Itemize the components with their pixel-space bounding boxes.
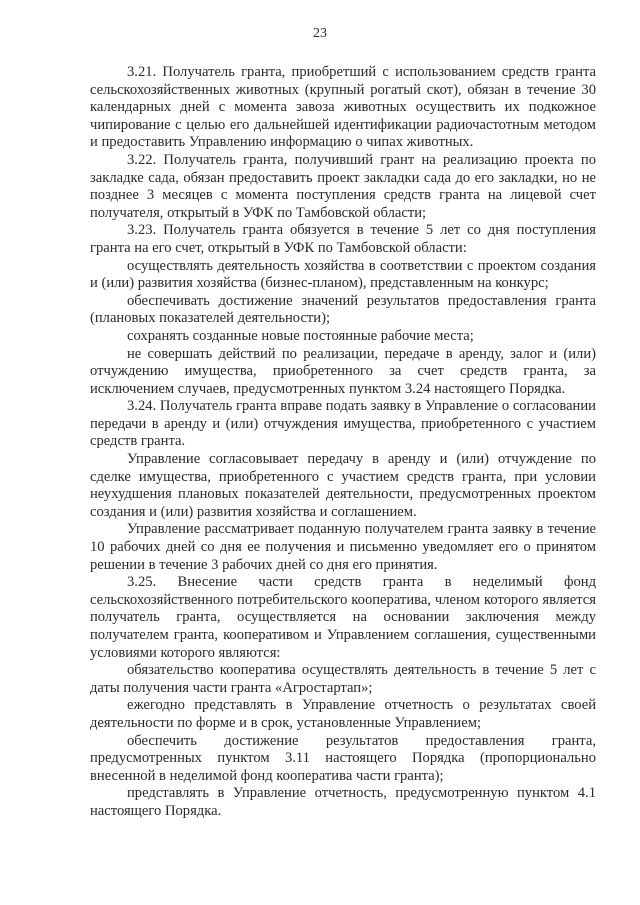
paragraph-3-25-item-2: ежегодно представлять в Управление отчетность о результатах своей деятельности по форме и в срок, установленные Управлением; <box>90 697 596 731</box>
paragraph-3-25: 3.25. Внесение части средств гранта в неделимый фонд сельскохозяйственного потребительского кооператива, членом которого является получатель гранта, осуществляется на основании заключения между получателем гранта, кооперативом и Управлением соглашения, существенными условиями которого являются: <box>90 574 596 661</box>
paragraph-3-23: 3.23. Получатель гранта обязуется в течение 5 лет со дня поступления гранта на его счет, открытый в УФК по Тамбовской области: <box>90 222 596 256</box>
paragraph-3-22: 3.22. Получатель гранта, получивший грант на реализацию проекта по закладке сада, обязан предоставить проект закладки сада до его закладки, но не позднее 3 месяцев с момента поступления средств гранта на лицевой счет получателя, открытый в УФК по Тамбовской области; <box>90 151 596 221</box>
page-number: 23 <box>313 26 327 41</box>
paragraph-3-23-item-1: осуществлять деятельность хозяйства в соответствии с проектом создания и (или) развития хозяйства (бизнес-планом), представленным на конкурс; <box>90 257 596 292</box>
document-body <box>90 64 596 821</box>
paragraph-3-23-item-3: сохранять созданные новые постоянные рабочие места; <box>127 327 474 344</box>
paragraph-3-21: 3.21. Получатель гранта, приобретший с использованием средств гранта сельскохозяйственных животных (крупный рогатый скот), обязан в течение 30 календарных дней с момента завоза животных осуществить их подкожное чипирование с целью его дальнейшей идентификации радиочастотным методом и предоставить Управлению информацию о чипах животных. <box>90 64 596 151</box>
paragraph-3-24: 3.24. Получатель гранта вправе подать заявку в Управление о согласовании передачи в аренду и (или) отчуждения имущества, приобретенного с участием средств гранта. <box>90 398 596 450</box>
paragraph-3-25-item-4: представлять в Управление отчетность, предусмотренную пунктом 4.1 настоящего Порядка. <box>90 785 596 819</box>
paragraph-3-25-item-3: обеспечить достижение результатов предоставления гранта, предусмотренных пунктом 3.11 настоящего Порядка (пропорционально внесенной в неделимой фонд кооператива части гранта); <box>90 732 596 784</box>
paragraph-3-24-approval: Управление согласовывает передачу в аренду и (или) отчуждение по сделке имущества, приобретенного с участием средств гранта, при условии неухудшения плановых показателей деятельности, предусмотренных проектом создания и (или) развития хозяйства и соглашением. <box>90 451 596 520</box>
paragraph-3-23-item-4: не совершать действий по реализации, передаче в аренду, залог и (или) отчуждению имущества, приобретенного за счет средств гранта, за исключением случаев, предусмотренных пунктом 3.24 настоящего Порядка. <box>90 345 596 397</box>
paragraph-3-23-item-2: обеспечивать достижение значений результатов предоставления гранта (плановых показателей деятельности); <box>90 292 596 327</box>
paragraph-3-25-item-1: обязательство кооператива осуществлять деятельность в течение 5 лет с даты получения части гранта «Агростартап»; <box>90 662 596 696</box>
paragraph-3-24-review: Управление рассматривает поданную получателем гранта заявку в течение 10 рабочих дней со дня ее получения и письменно уведомляет его о принятом решении в течение 3 рабочих дней со дня его принятия. <box>90 521 596 573</box>
